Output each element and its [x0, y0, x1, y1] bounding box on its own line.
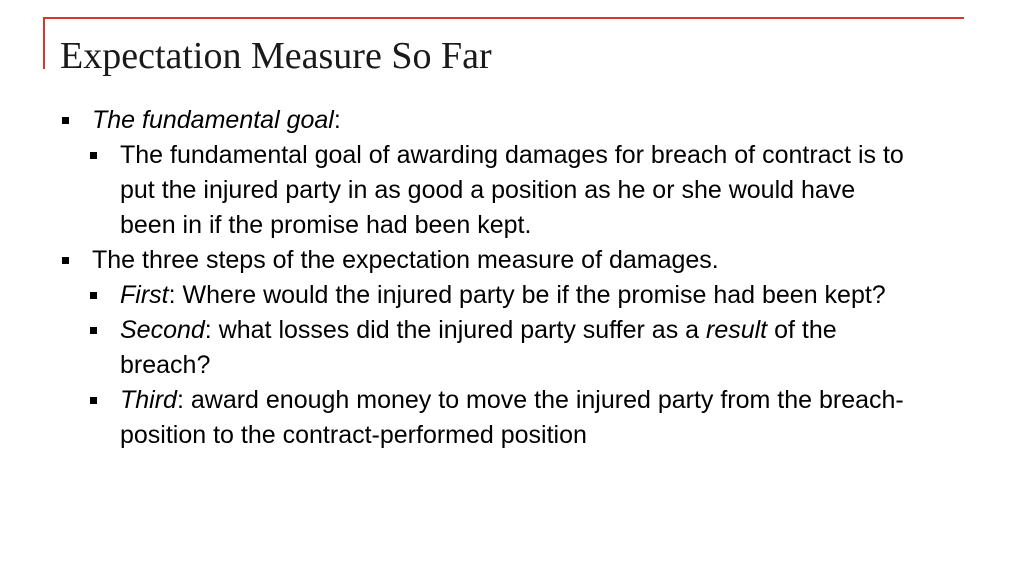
bullet-fundamental-goal	[60, 103, 970, 138]
square-bullet-icon	[90, 278, 97, 313]
bullet-step-third	[60, 383, 910, 453]
bullet-fundamental-goal-definition	[60, 138, 910, 243]
bullet-text: The three steps of the expectation measure of damages.	[92, 246, 719, 274]
square-bullet-icon	[90, 313, 97, 348]
bullet-lead: First	[120, 281, 169, 309]
bullet-three-steps	[60, 243, 970, 278]
bullet-step-second	[60, 313, 910, 383]
bullet-text: : award enough money to move the injured party from the breach-position to the contract-performed position	[120, 386, 904, 449]
bullet-lead: Third	[120, 386, 177, 414]
title-accent-line-left	[43, 17, 45, 69]
square-bullet-icon	[90, 138, 97, 173]
bullet-text: : Where would the injured party be if the promise had been kept?	[168, 281, 886, 309]
bullet-text: The fundamental goal of awarding damages for breach of contract is to put the injured party in as good a position as he or she would have been in if the promise had been kept.	[120, 141, 904, 239]
bullet-lead: Second	[120, 316, 205, 344]
bullet-step-first	[60, 278, 910, 313]
slide-body	[60, 103, 970, 453]
square-bullet-icon	[62, 243, 69, 278]
bullet-emphasis: result	[706, 316, 768, 344]
square-bullet-icon	[62, 103, 69, 138]
bullet-text: : what losses did the injured party suffer as a	[204, 316, 706, 344]
bullet-text: :	[333, 106, 341, 134]
title-accent-line-top	[43, 17, 964, 19]
bullet-tail: of the breach?	[120, 316, 837, 379]
square-bullet-icon	[90, 383, 97, 418]
slide-title: Expectation Measure So Far	[60, 35, 492, 77]
bullet-lead: The fundamental goal	[92, 106, 334, 134]
